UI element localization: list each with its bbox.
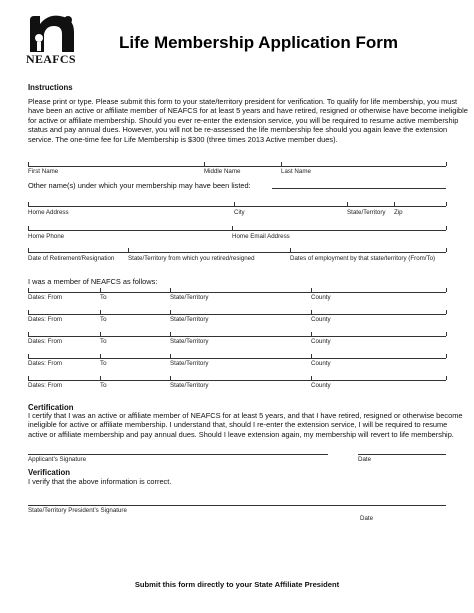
first-name-label: First Name <box>28 168 59 175</box>
divider-tick <box>311 332 312 336</box>
divider-tick <box>100 332 101 336</box>
to-label: To <box>100 294 107 301</box>
state-territory-label: State/Territory <box>170 338 209 345</box>
divider-tick <box>100 354 101 358</box>
divider-tick <box>311 310 312 314</box>
instructions-line: have been an active or affiliate member of NEAFCS for at least 5 years and have retired, resigned or otherwise have become ineligible <box>28 106 468 116</box>
divider-tick <box>234 202 235 206</box>
last-name-label: Last Name <box>281 168 311 175</box>
divider-tick <box>446 332 447 336</box>
divider-tick <box>446 162 447 166</box>
divider-tick <box>446 202 447 206</box>
certification-line: ineligible for active or affiliate membership. I understand that, should I re-enter the extension service, I will be required to resume <box>28 420 448 430</box>
membership-row-field[interactable] <box>28 324 446 336</box>
membership-row-field[interactable] <box>28 346 446 358</box>
membership-row-field[interactable] <box>28 280 446 292</box>
divider-tick <box>28 288 29 292</box>
retirement-line <box>28 252 446 253</box>
divider-tick <box>28 202 29 206</box>
divider-tick <box>290 248 291 252</box>
address-line <box>28 206 446 207</box>
state-territory-label: State/Territory <box>170 382 209 389</box>
membership-row-line <box>28 292 446 293</box>
divider-tick <box>347 202 348 206</box>
dates-employment-label: Dates of employment by that state/territory (From/To) <box>290 255 436 262</box>
president-date-field[interactable] <box>358 504 446 513</box>
county-label: County <box>311 360 331 367</box>
divider-tick <box>281 162 282 166</box>
divider-tick <box>170 376 171 380</box>
page-title: Life Membership Application Form <box>119 33 398 52</box>
city-label: City <box>234 209 245 216</box>
membership-intro: I was a member of NEAFCS as follows: <box>28 277 158 286</box>
phone-email-field[interactable] <box>28 218 446 230</box>
instructions-line: for active or affiliate membership. Should you ever re-enter the extension service, you will be required to resume active membership <box>28 115 459 125</box>
verification-heading: Verification <box>28 468 71 477</box>
applicant-signature-label: Applicant’s Signature <box>28 456 87 463</box>
home-address-label: Home Address <box>28 209 69 216</box>
home-email-label: Home Email Address <box>232 233 290 240</box>
president-date-label: Date <box>360 515 374 522</box>
home-phone-label: Home Phone <box>28 233 65 240</box>
certification-line: active or affiliate membership and pay annual dues. Should I leave extension again, my membership will revert to life membership. <box>28 429 454 439</box>
dates-from-label: Dates: From <box>28 316 63 323</box>
state-territory-label: State/Territory <box>170 360 209 367</box>
neafcs-logo <box>26 14 82 66</box>
divider-tick <box>100 288 101 292</box>
divider-tick <box>311 354 312 358</box>
dates-from-label: Dates: From <box>28 382 63 389</box>
divider-tick <box>128 248 129 252</box>
divider-tick <box>446 354 447 358</box>
county-label: County <box>311 382 331 389</box>
divider-tick <box>28 310 29 314</box>
other-names-label: Other name(s) under which your membership may have been listed: <box>28 181 251 190</box>
state-territory-label: State/Territory <box>170 294 209 301</box>
logo-text: NEAFCS <box>26 52 76 66</box>
county-label: County <box>311 338 331 345</box>
divider-tick <box>28 376 29 380</box>
divider-tick <box>446 310 447 314</box>
divider-tick <box>28 162 29 166</box>
to-label: To <box>100 360 107 367</box>
applicant-date-label: Date <box>358 456 372 463</box>
other-names-field[interactable] <box>272 178 446 188</box>
divider-tick <box>446 226 447 230</box>
state-territory-label: State/Territory <box>347 209 386 216</box>
certification-line: I certify that I was an active or affiliate member of NEAFCS for at least 5 years, and that I have retired, resigned or otherwise become <box>28 411 463 420</box>
membership-row-line <box>28 358 446 359</box>
divider-tick <box>232 226 233 230</box>
president-signature-label: State/Territory President’s Signature <box>28 507 127 514</box>
instructions-heading: Instructions <box>28 83 73 92</box>
divider-tick <box>28 354 29 358</box>
divider-tick <box>170 332 171 336</box>
logo-mark-icon <box>26 14 82 54</box>
state-retired-label: State/Territory from which you retired/resigned <box>128 255 255 262</box>
divider-tick <box>394 202 395 206</box>
name-field[interactable] <box>28 152 446 166</box>
applicant-signature-line <box>28 454 328 455</box>
dates-from-label: Dates: From <box>28 294 63 301</box>
applicant-date-field[interactable] <box>358 440 446 454</box>
divider-tick <box>170 310 171 314</box>
divider-tick <box>311 376 312 380</box>
verification-text: I verify that the above information is correct. <box>28 477 172 486</box>
to-label: To <box>100 382 107 389</box>
membership-row-field[interactable] <box>28 302 446 314</box>
applicant-date-line <box>358 454 446 455</box>
applicant-signature-field[interactable] <box>28 440 328 454</box>
zip-label: Zip <box>394 209 403 216</box>
divider-tick <box>446 288 447 292</box>
divider-tick <box>170 354 171 358</box>
county-label: County <box>311 294 331 301</box>
divider-tick <box>204 162 205 166</box>
divider-tick <box>28 248 29 252</box>
instructions-line: service. The one-time fee for Life Membership is $300 (three times 2013 Active member dues). <box>28 134 338 144</box>
other-names-line <box>272 188 446 189</box>
membership-row-field[interactable] <box>28 368 446 380</box>
divider-tick <box>446 248 447 252</box>
footer-text: Submit this form directly to your State Affiliate President <box>134 580 340 589</box>
county-label: County <box>311 316 331 323</box>
divider-tick <box>100 310 101 314</box>
certification-text <box>28 411 463 439</box>
dates-from-label: Dates: From <box>28 338 63 345</box>
instructions-line: Please print or type. Please submit this form to your state/territory president for verification. To qualify for life membership, you must <box>28 97 458 106</box>
divider-tick <box>28 332 29 336</box>
to-label: To <box>100 338 107 345</box>
retirement-field[interactable] <box>28 240 446 252</box>
certification-heading: Certification <box>28 403 74 412</box>
dates-from-label: Dates: From <box>28 360 63 367</box>
state-territory-label: State/Territory <box>170 316 209 323</box>
divider-tick <box>311 288 312 292</box>
membership-row-line <box>28 336 446 337</box>
membership-row-line <box>28 380 446 381</box>
divider-tick <box>446 376 447 380</box>
date-retirement-label: Date of Retirement/Resignation <box>28 255 115 262</box>
instructions-line: status and pay annual dues. However, you will not be re-assessed the life membership fee should you again leave the extension <box>28 125 448 135</box>
name-line <box>28 166 446 167</box>
divider-tick <box>100 376 101 380</box>
divider-tick <box>170 288 171 292</box>
instructions-text <box>28 97 468 144</box>
to-label: To <box>100 316 107 323</box>
middle-name-label: Middle Name <box>204 168 241 175</box>
membership-row-line <box>28 314 446 315</box>
address-field[interactable] <box>28 194 446 206</box>
divider-tick <box>28 226 29 230</box>
phone-email-line <box>28 230 446 231</box>
